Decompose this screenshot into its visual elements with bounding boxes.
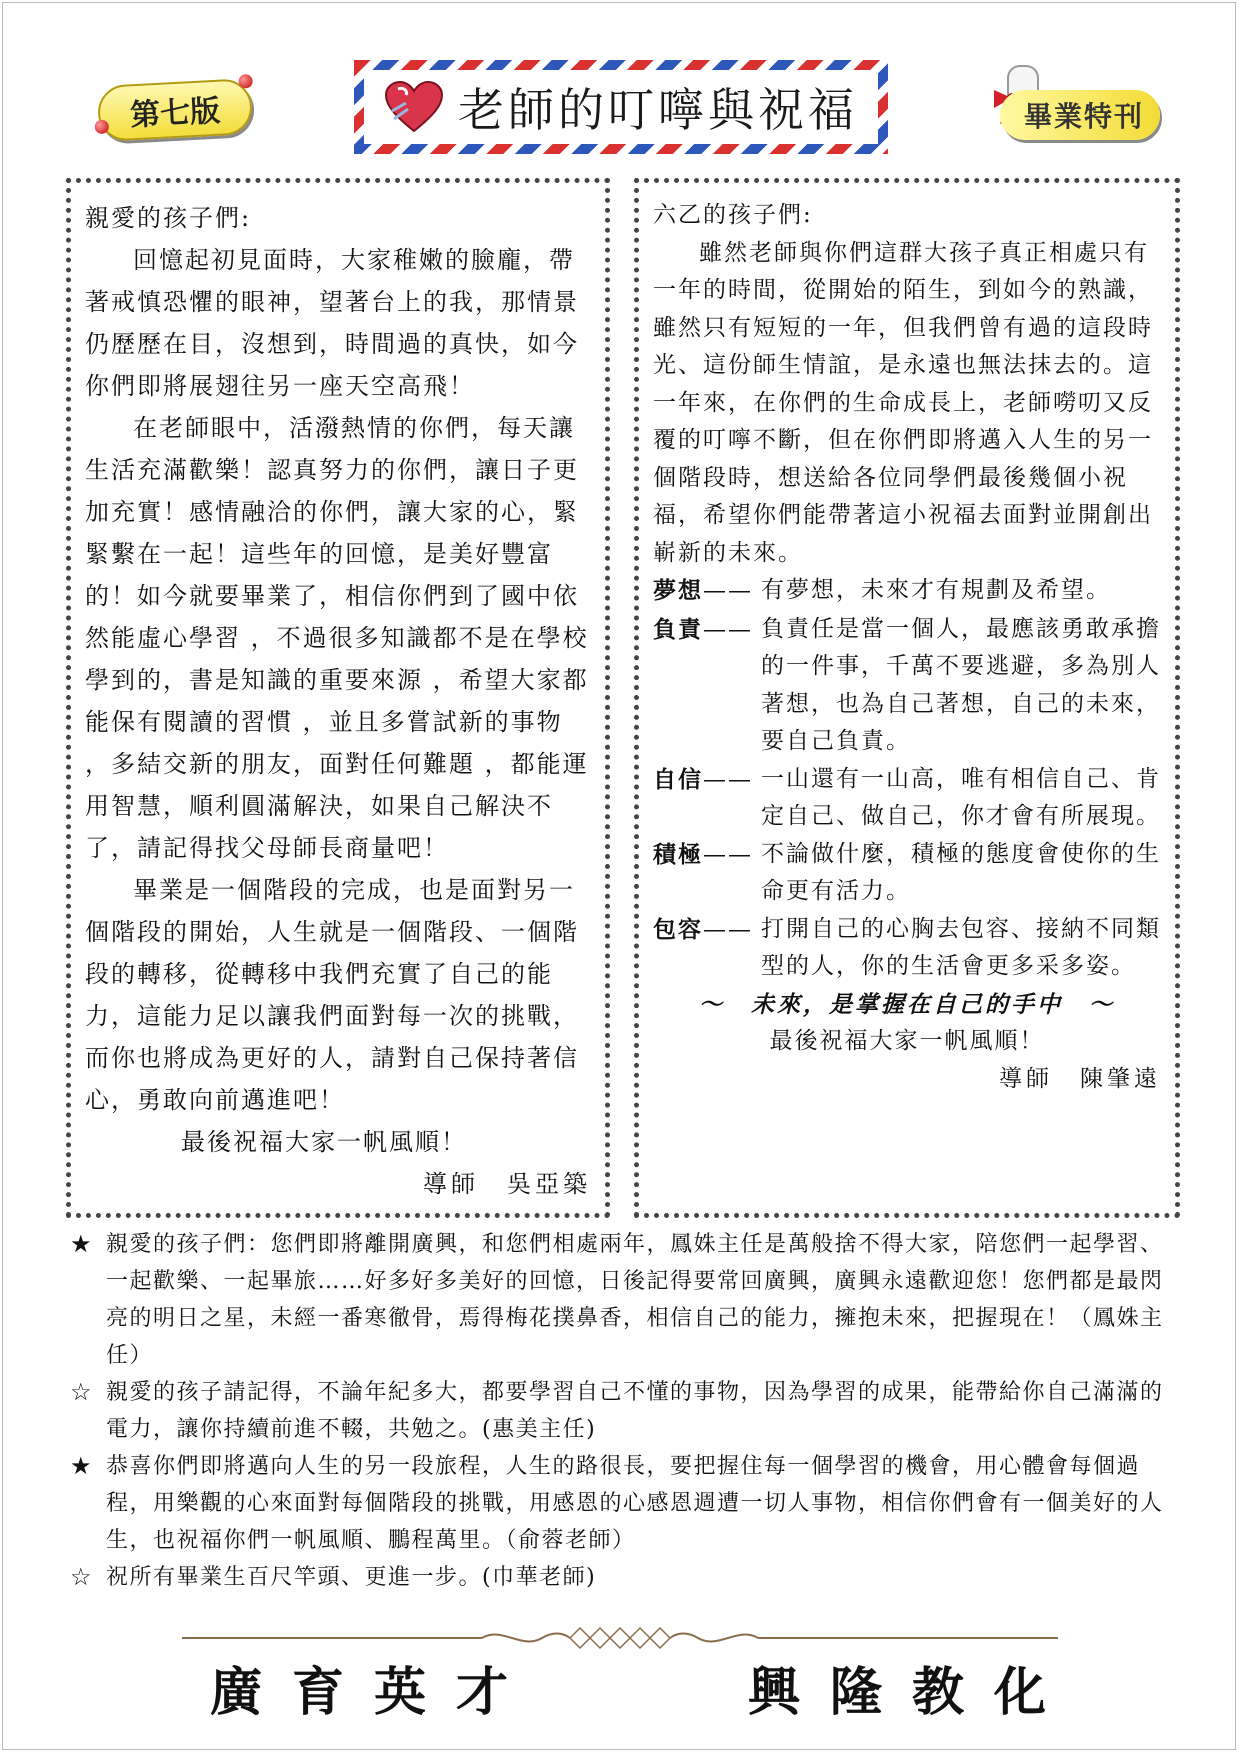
blessing-item [653,836,1161,911]
letter-paragraph: 畢業是一個階段的完成，也是面對另一個階段的開始，人生就是一個階段、一個階段的轉移，從轉移中我們充實了自己的能力，這能力足以讓我們面對每一次的挑戰，而你也將成為更好的人，請對自己保持著信心，勇敢向前邁進吧！ [85,876,579,1114]
letter-closing: 最後祝福大家一帆風順！ [769,1028,1045,1054]
blessing-dash: —— [703,616,753,643]
blessing-term: 夢想 [653,577,703,604]
blessing-definition: 有夢想，未來才有規劃及希望。 [761,577,1111,603]
page-title: 老師的叮嚀與祝福 [458,83,858,137]
special-edition-label: 畢業特刊 [1023,100,1144,133]
star-outline-icon: ☆ [70,1378,94,1406]
note-item [70,1559,1180,1596]
note-text: 恭喜你們即將邁向人生的另一段旅程，人生的路很長，要把握住每一個學習的機會，用心體會每個過程，用樂觀的心來面對每個階段的挑戰，用感恩的心感恩週遭一切人事物，相信你們會有一個美好的人生，也祝福你們一帆風順、鵬程萬里。（俞蓉老師） [106,1454,1164,1553]
blessing-item [653,572,1161,611]
letter-closing: 最後祝福大家一帆風順！ [181,1128,467,1156]
footer-slogan-left: 廣育英才 [210,1662,539,1723]
blessing-definition: 不論做什麼，積極的態度會使你的生命更有活力。 [761,840,1161,904]
letter-signature: 導師 吳亞築 [423,1170,591,1198]
blessing-term: 包容 [653,915,703,943]
blessing-term: 自信 [653,765,703,793]
letter-motto: ～ 未來，是掌握在自己的手中 ～ [699,990,1115,1018]
letter-chen [634,178,1180,1218]
note-item [70,1448,1180,1559]
blessing-definition: 打開自己的心胸去包容、接納不同類型的人，你的生活會更多采多姿。 [761,915,1161,979]
note-text: 祝所有畢業生百尺竿頭、更進一步。(巾華老師) [106,1565,597,1590]
letter-paragraph: 回憶起初見面時，大家稚嫩的臉龐，帶著戒慎恐懼的眼神，望著台上的我，那情景仍歷歷在目，沒想到，時間過的真快，如今你們即將展翅往另一座天空高飛！ [85,246,579,400]
blessing-dash: —— [703,578,753,604]
letter-paragraph: 雖然老師與你們這群大孩子真正相處只有一年的時間，從開始的陌生，到如今的熟識，雖然只有短短的一年，但我們曾有過的這段時光、這份師生情誼，是永遠也無法抹去的。這一年來，在你們的生命成長上，老師嘮叨又反覆的叮嚀不斷，但在你們即將邁入人生的另一個階段時，想送給各位同學們最後幾個小祝福，希望你們能帶著這小祝福去面對並開創出嶄新的未來。 [653,239,1153,566]
letter-greeting: 親愛的孩子們: [85,204,252,232]
note-text: 親愛的孩子們：您們即將離開廣興，和您們相處兩年，鳳姝主任是萬般捨不得大家，陪您們一起學習、一起歡樂、一起畢旅……好多好多美好的回憶，日後記得要常回廣興，廣興永遠歡迎您！您們都是最閃亮的明日之星，未經一番寒徹骨，焉得梅花撲鼻香，相信自己的能力，擁抱未來，把握現在！（鳳姝主任） [106,1232,1164,1368]
title-banner [354,60,888,154]
edition-badge [97,78,254,142]
special-edition-badge [1000,90,1160,140]
footer-slogan-right: 興隆教化 [748,1662,1077,1723]
blessing-definition: 一山還有一山高，唯有相信自己、肯定自己、做自己，你才會有所展現。 [761,765,1161,829]
blessing-dash: —— [703,841,753,868]
note-item [70,1374,1180,1448]
blessing-dash: —— [703,766,753,793]
ornament-divider [182,1622,1058,1652]
letter-wu [66,178,610,1218]
blessing-term: 積極 [653,840,703,868]
blessing-definition: 負責任是當一個人，最應該勇敢承擔的一件事，千萬不要逃避，多為別人著想，也為自己著想，自己的未來，要自己負責。 [761,615,1161,754]
note-text: 親愛的孩子請記得，不論年紀多大，都要學習自己不懂的事物，因為學習的成果，能帶給你自己滿滿的電力，讓你持續前進不輟，共勉之。(惠美主任) [106,1380,1164,1442]
star-outline-icon: ☆ [70,1563,94,1591]
edition-label: 第七版 [129,93,222,134]
pin-icon [94,119,109,134]
note-item [70,1226,1180,1374]
star-icon: ★ [70,1230,94,1258]
heart-icon [384,81,444,133]
letter-signature: 導師 陳肇遠 [999,1065,1161,1092]
letter-greeting: 六乙的孩子們: [653,202,813,228]
blessing-item [653,761,1161,836]
letter-paragraph: 在老師眼中，活潑熱情的你們，每天讓生活充滿歡樂！認真努力的你們，讓日子更加充實！感情融洽的你們，讓大家的心，緊緊繫在一起！這些年的回憶，是美好豐富的！如今就要畢業了，相信你們到了國中依然能虛心學習 ，不過很多知識都不是在學校學到的，書是知識的重要來源 ，希望大家都能保有閱讀的習慣 ，並且多嘗試新的事物 ，多結交新的朋友，面對任何難題 ，都能運用智慧，順利圓滿解決，如果自己解決不了，請記得找父母師長商量吧！ [85,414,589,862]
blessing-term: 負責 [653,615,703,643]
star-icon: ★ [70,1452,94,1480]
blessing-item [653,611,1161,761]
blessing-item [653,911,1161,986]
blessing-dash: —— [703,916,753,943]
teacher-notes [70,1226,1180,1596]
